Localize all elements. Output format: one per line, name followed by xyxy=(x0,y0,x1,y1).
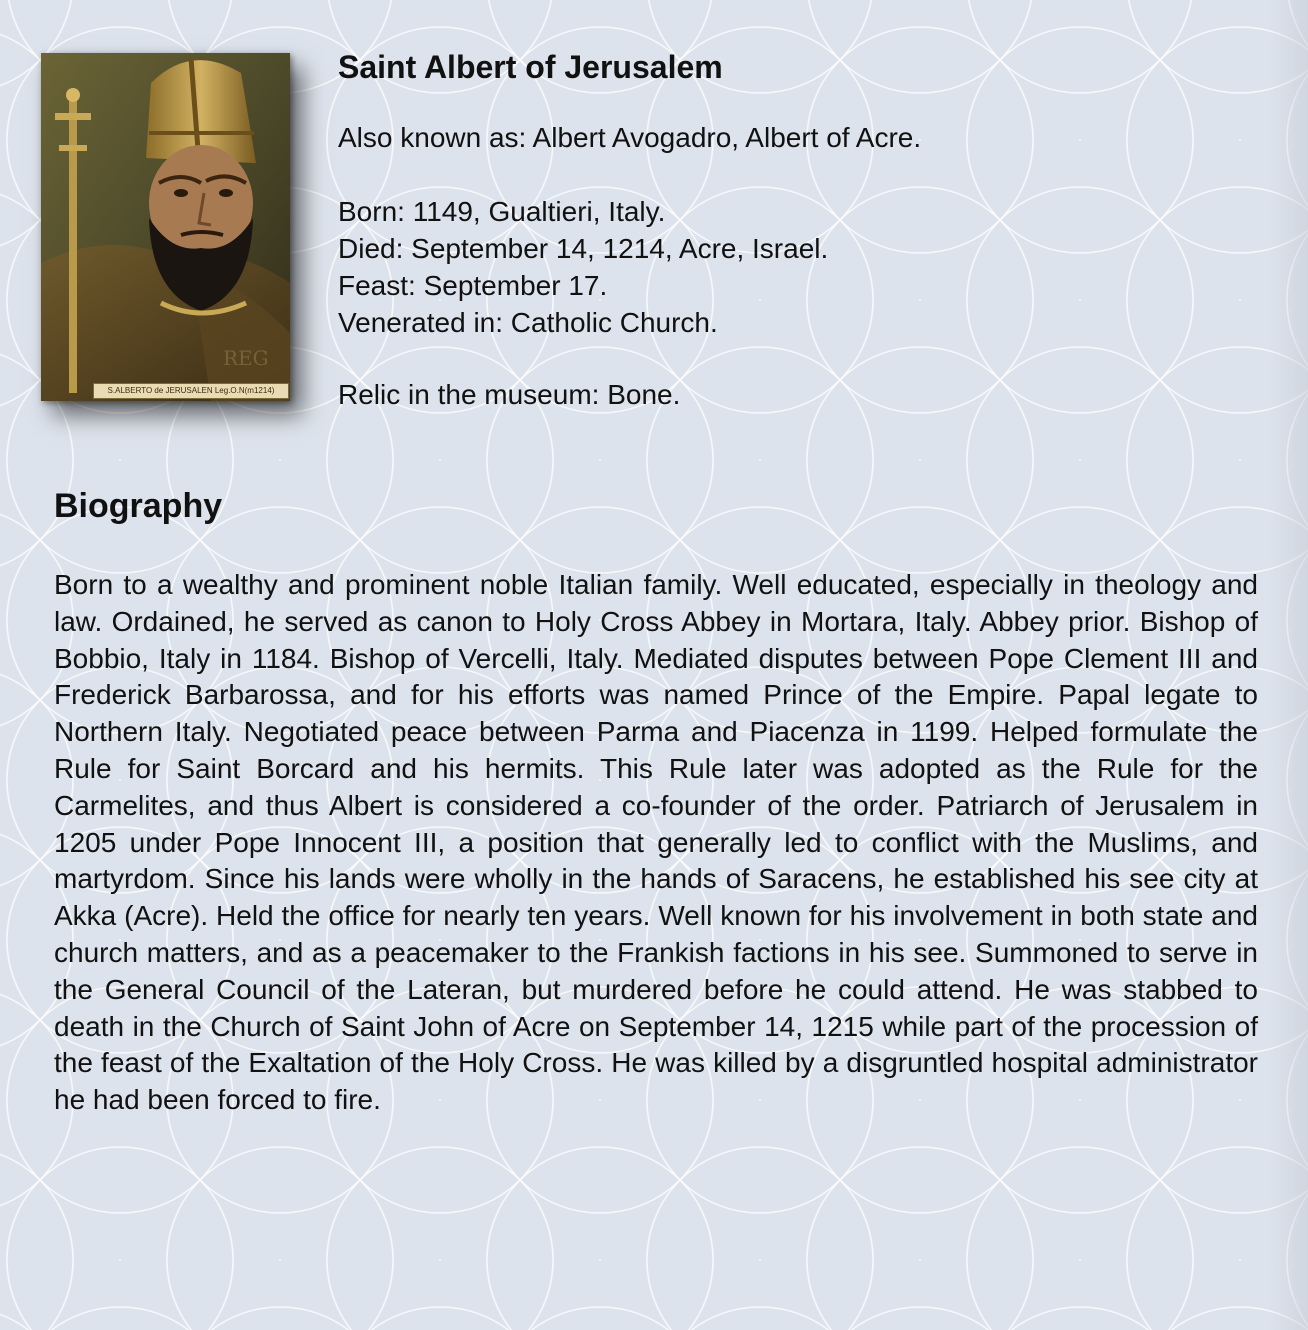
saint-name: Saint Albert of Jerusalem xyxy=(338,49,723,85)
died-line: Died: September 14, 1214, Acre, Israel. xyxy=(338,233,829,264)
portrait-caption: S.ALBERTO de JERUSALEN Leg.O.N(m1214) xyxy=(93,383,289,399)
portrait-painting xyxy=(41,53,290,401)
venerated-line: Venerated in: Catholic Church. xyxy=(338,307,718,338)
biography-heading: Biography xyxy=(54,487,223,525)
portrait-corner-text: REG xyxy=(223,346,269,370)
feast-line: Feast: September 17. xyxy=(338,270,608,301)
saint-portrait xyxy=(41,53,290,401)
saint-info xyxy=(338,46,1238,413)
right-edge-shade xyxy=(1268,0,1308,1330)
biography-text: Born to a wealthy and prominent noble Italian family. Well educated, especially in theology and law. Ordained, he served as canon to Holy Cross Abbey in Mortara, Italy. Abbey prior. Bishop of Bobbio, Italy in 1184. Bishop of Vercelli, Italy. Mediated disputes between Pope Clement III and Frederick Barbarossa, and for his efforts was named Prince of the Empire. Papal legate to Northern Italy. Negotiated peace between Parma and Piacenza in 1199. Helped formulate the Rule for Saint Borcard and his hermits. This Rule later was adopted as the Rule for the Carmelites, and thus Albert is considered a co-founder of the order. Patriarch of Jerusalem in 1205 under Pope Innocent III, a position that generally led to conflict with the Muslims, and martyrdom. Since his lands were wholly in the hands of Saracens, he established his see city at Akka (Acre). Held the office for nearly ten years. Well known for his involvement in both state and church matters, and as a peacemaker to the Frankish factions in his see. Summoned to serve in the General Council of the Lateran, but murdered before he could attend. He was stabbed to death in the Church of Saint John of Acre on September 14, 1215 while part of the procession of the feast of the Exaltation of the Holy Cross. He was killed by a disgruntled hospital administrator he had been forced to fire. xyxy=(54,569,1258,1116)
born-line: Born: 1149, Gualtieri, Italy. xyxy=(338,196,666,227)
relic-line: Relic in the museum: Bone. xyxy=(338,379,681,410)
also-known-as: Also known as: Albert Avogadro, Albert of Acre. xyxy=(338,122,922,153)
